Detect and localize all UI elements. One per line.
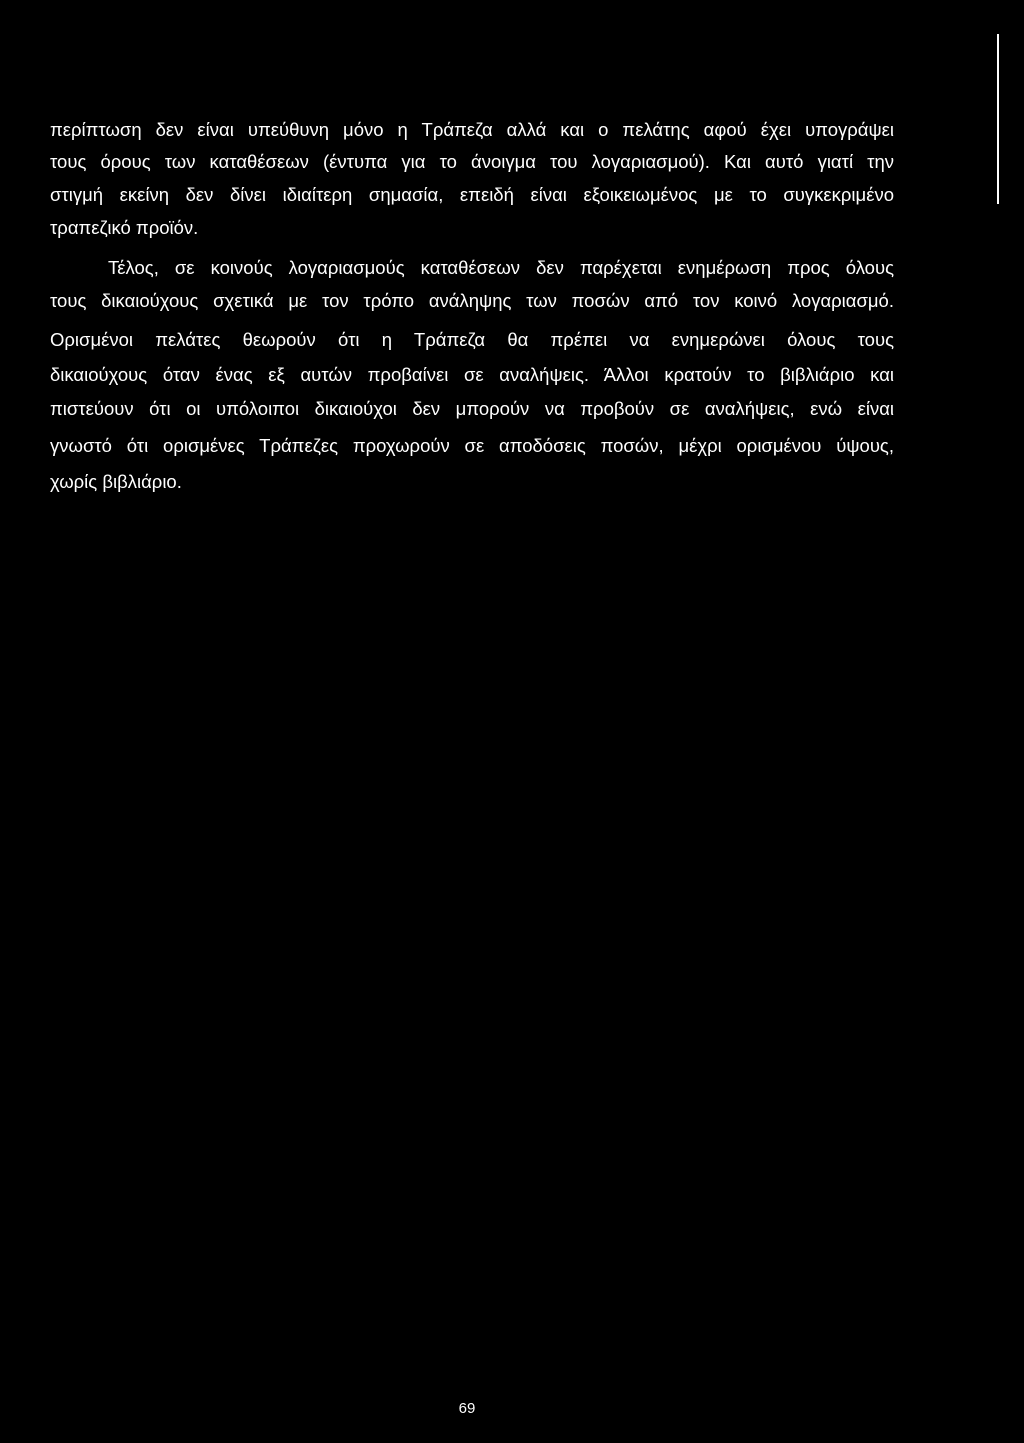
text-line-5: Τέλος, σε κοινούς λογαριασμούς καταθέσεων δεν παρέχεται ενημέρωση προς όλους	[108, 257, 894, 278]
text-line-1: περίπτωση δεν είναι υπεύθυνη μόνο η Τράπεζα αλλά και ο πελάτης αφού έχει υπογράψει	[50, 119, 894, 140]
text-line-7: Ορισμένοι πελάτες θεωρούν ότι η Τράπεζα θα πρέπει να ενημερώνει όλους τους	[50, 329, 894, 350]
page-number: 69	[458, 1400, 476, 1417]
text-line-4: τραπεζικό προϊόν.	[50, 217, 199, 238]
text-line-8: δικαιούχους όταν ένας εξ αυτών προβαίνει σε αναλήψεις. Άλλοι κρατούν το βιβλιάριο και	[50, 364, 894, 385]
text-line-10: γνωστό ότι ορισμένες Τράπεζες προχωρούν σε αποδόσεις ποσών, μέχρι ορισμένου ύψους,	[50, 435, 894, 456]
text-line-6: τους δικαιούχους σχετικά με τον τρόπο ανάληψης των ποσών από τον κοινό λογαριασμό.	[50, 290, 894, 311]
margin-rule	[997, 34, 999, 204]
text-line-3: στιγμή εκείνη δεν δίνει ιδιαίτερη σημασία, επειδή είναι εξοικειωμένος με το συγκεκριμένο	[50, 184, 894, 205]
text-line-11: χωρίς βιβλιάριο.	[50, 471, 182, 492]
text-line-2: τους όρους των καταθέσεων (έντυπα για το άνοιγμα του λογαριασμού). Και αυτό γιατί την	[50, 151, 894, 172]
text-line-9: πιστεύουν ότι οι υπόλοιποι δικαιούχοι δεν μπορούν να προβούν σε αναλήψεις, ενώ είναι	[50, 398, 894, 419]
